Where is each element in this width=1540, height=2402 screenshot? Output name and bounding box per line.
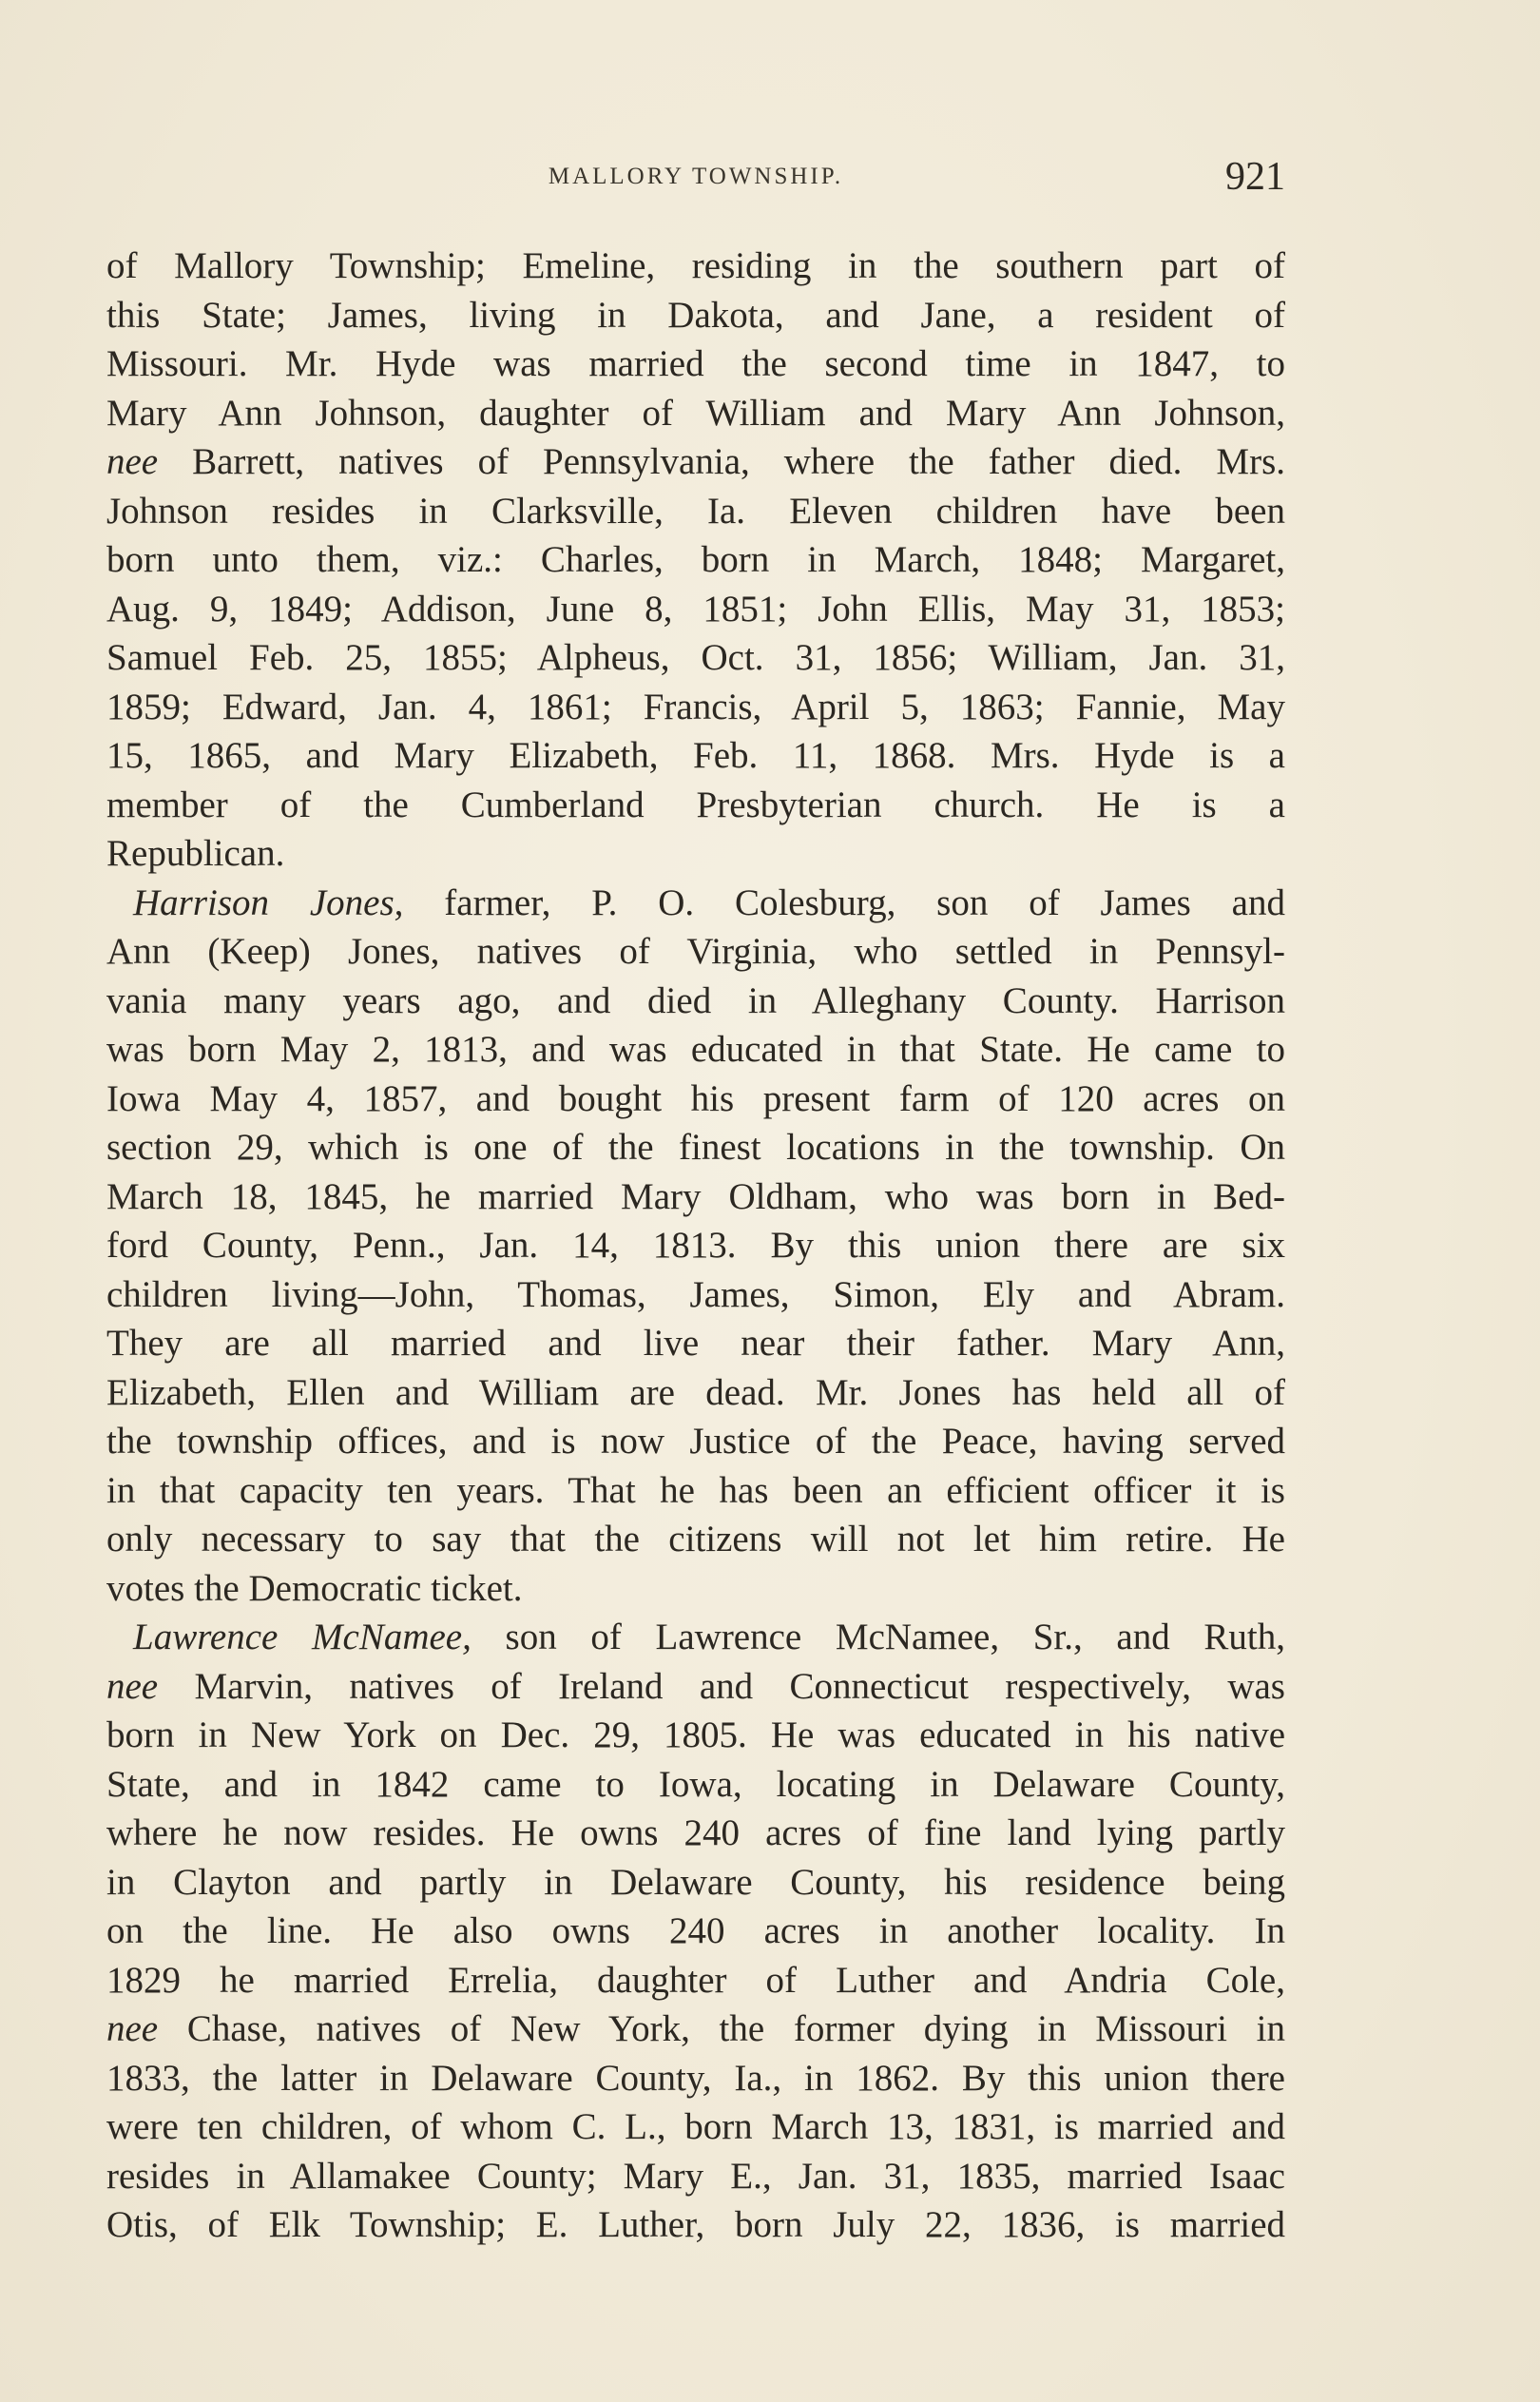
text-line	[106, 1662, 1285, 1712]
text-line: 1833, the latter in Delaware County, Ia., in 1862. By this union there	[106, 2057, 1285, 2099]
italic-name: Lawrence McNamee,	[133, 1617, 472, 1657]
line-text: son of Lawrence McNamee, Sr., and Ruth,	[471, 1617, 1285, 1657]
text-line: born unto them, viz.: Charles, born in March, 1848; Margaret,	[106, 539, 1285, 580]
text-line: Iowa May 4, 1857, and bought his present farm of 120 acres on	[106, 1077, 1285, 1119]
text-line	[106, 2005, 1285, 2054]
italic-name: Harrison Jones,	[133, 881, 404, 923]
text-line: were ten children, of whom C. L., born March 13, 1831, is married and	[106, 2106, 1285, 2147]
text-line: on the line. He also owns 240 acres in another locality. In	[106, 1910, 1285, 1951]
line-text: Chase, natives of New York, the former dying in Missouri in	[158, 2008, 1285, 2049]
text-line: vania many years ago, and died in Alleghany County. Harrison	[106, 979, 1285, 1021]
text-line: in Clayton and partly in Delaware County, his residence being	[106, 1861, 1285, 1903]
text-line: member of the Cumberland Presbyterian church. He is a	[106, 784, 1285, 825]
text-line: where he now resides. He owns 240 acres of fine land lying partly	[106, 1812, 1285, 1853]
text-line: Elizabeth, Ellen and William are dead. Mr. Jones has held all of	[106, 1371, 1285, 1413]
text-line: only necessary to say that the citizens will not let him retire. He	[106, 1519, 1285, 1559]
text-line: Samuel Feb. 25, 1855; Alpheus, Oct. 31, 1856; William, Jan. 31,	[106, 637, 1285, 678]
text-line: ford County, Penn., Jan. 14, 1813. By this union there are six	[106, 1225, 1285, 1266]
text-line	[106, 437, 1285, 487]
line-text: farmer, P. O. Colesburg, son of James and	[403, 881, 1285, 923]
text-line: children living—John, Thomas, James, Simon, Ely and Abram.	[106, 1273, 1285, 1315]
running-head: MALLORY TOWNSHIP.	[548, 164, 844, 189]
text-line: Republican.	[106, 833, 285, 874]
text-line: Aug. 9, 1849; Addison, June 8, 1851; John Ellis, May 31, 1853;	[106, 588, 1285, 630]
text-line	[106, 1613, 1285, 1662]
page-header	[106, 154, 1285, 207]
text-line: born in New York on Dec. 29, 1805. He was educated in his native	[106, 1714, 1285, 1755]
text-line: section 29, which is one of the finest locations in the township. On	[106, 1127, 1285, 1168]
text-line: Missouri. Mr. Hyde was married the second time in 1847, to	[106, 343, 1285, 384]
text-line: March 18, 1845, he married Mary Oldham, who was born in Bed-	[106, 1175, 1285, 1217]
text-line: Otis, of Elk Township; E. Luther, born July 22, 1836, is married	[106, 2204, 1285, 2245]
text-line	[106, 879, 1285, 928]
line-text: Marvin, natives of Ireland and Connecticut respectively, was	[158, 1665, 1285, 1707]
body-text	[106, 242, 1285, 2250]
text-line: State, and in 1842 came to Iowa, locating in Delaware County,	[106, 1763, 1285, 1805]
text-line: Mary Ann Johnson, daughter of William and Mary Ann Johnson,	[106, 392, 1285, 434]
text-line: of Mallory Township; Emeline, residing in the southern part of	[106, 245, 1285, 286]
text-line: Ann (Keep) Jones, natives of Virginia, who settled in Pennsyl-	[106, 931, 1285, 972]
text-line: votes the Democratic ticket.	[106, 1567, 523, 1609]
line-text: Barrett, natives of Pennsylvania, where the father died. Mrs.	[158, 441, 1285, 482]
text-line: Johnson resides in Clarksville, Ia. Eleven children have been	[106, 490, 1285, 532]
italic-term: nee	[106, 2008, 159, 2049]
text-line: 15, 1865, and Mary Elizabeth, Feb. 11, 1868. Mrs. Hyde is a	[106, 735, 1285, 776]
italic-term: nee	[106, 441, 159, 482]
text-line: was born May 2, 1813, and was educated in that State. He came to	[106, 1029, 1285, 1070]
text-line: They are all married and live near their father. Mary Ann,	[106, 1323, 1285, 1364]
text-line: in that capacity ten years. That he has been an efficient officer it is	[106, 1469, 1285, 1511]
italic-term: nee	[106, 1665, 159, 1707]
text-line: this State; James, living in Dakota, and Jane, a resident of	[106, 294, 1285, 336]
text-line: the township offices, and is now Justice of the Peace, having served	[106, 1421, 1285, 1462]
text-line: 1829 he married Errelia, daughter of Luther and Andria Cole,	[106, 1959, 1285, 2001]
text-line: resides in Allamakee County; Mary E., Jan. 31, 1835, married Isaac	[106, 2155, 1285, 2197]
page-number: 921	[1225, 155, 1285, 199]
text-line: 1859; Edward, Jan. 4, 1861; Francis, April 5, 1863; Fannie, May	[106, 686, 1285, 727]
